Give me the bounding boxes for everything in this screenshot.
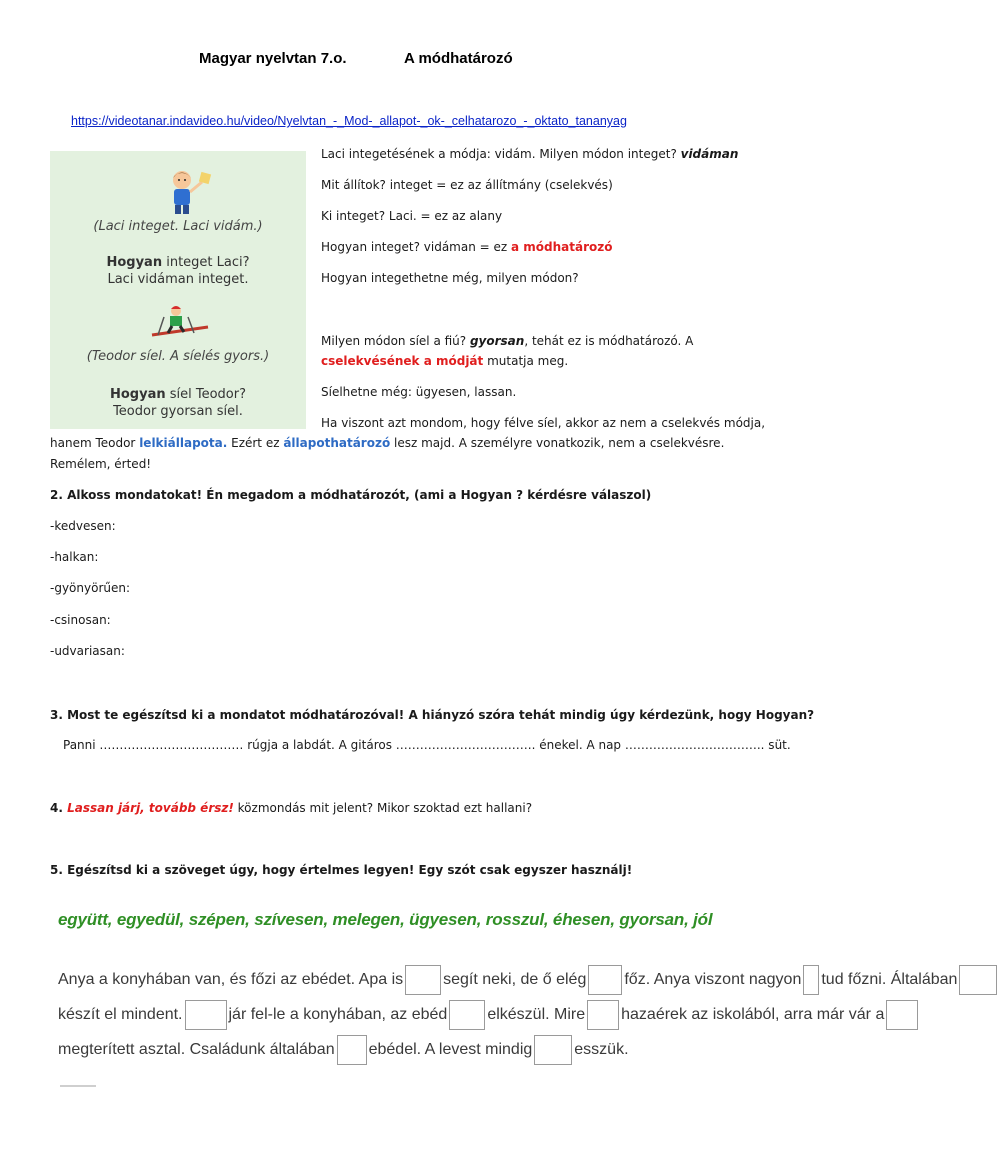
expl-line-8: Síelhetne még: ügyesen, lassan. (321, 385, 517, 399)
expl-4a: Hogyan integet? vidáman = ez (321, 240, 512, 254)
question-laci-rest: integet Laci? (162, 255, 250, 270)
task5-paragraph-line-3 (58, 1035, 629, 1065)
task3-sentence: Panni ……………………………… rúgja a labdát. A gitáros …………………………….. énekel. A nap …………………………….. süt. (63, 738, 791, 752)
blank-box[interactable] (405, 965, 441, 995)
blank-box[interactable] (886, 1000, 918, 1030)
expl-line-6 (321, 333, 693, 349)
task2-title: 2. Alkoss mondatokat! Én megadom a módhatározót, (ami a Hogyan ? kérdésre válaszol) (50, 488, 652, 502)
expl-10d: állapothatározó (283, 436, 391, 450)
expl-line-3: Ki integet? Laci. = ez az alany (321, 209, 503, 223)
para-text: Anya a konyhában van, és főzi az ebédet. Apa is (58, 971, 404, 989)
expl-line-11: Remélem, érted! (50, 457, 152, 471)
expl-line-5: Hogyan integethetne még, milyen módon? (321, 271, 579, 285)
expl-line-1 (321, 146, 738, 162)
answer-laci: Laci vidáman integet. (107, 272, 249, 287)
boy-waving-icon (160, 169, 216, 215)
expl-10b: lelkiállapota. (139, 436, 228, 450)
task5-paragraph-line-2 (58, 1000, 920, 1030)
task4-question: közmondás mit jelent? Mikor szoktad ezt hallani? (233, 801, 533, 815)
expl-7a: cselekvésének a módját (321, 354, 484, 368)
caption-laci: (Laci integet. Laci vidám.) (93, 219, 263, 234)
blank-box[interactable] (534, 1035, 572, 1065)
task4-line (50, 800, 532, 816)
question-teodor-rest: síel Teodor? (165, 387, 247, 402)
expl-line-7 (321, 353, 568, 369)
blank-box[interactable] (959, 965, 997, 995)
divider (60, 1085, 96, 1087)
expl-4b: a módhatározó (511, 240, 613, 254)
task5-paragraph-line-1 (58, 965, 999, 995)
blank-box[interactable] (588, 965, 622, 995)
blank-box[interactable] (449, 1000, 485, 1030)
task2-item: -udvariasan: (50, 644, 125, 658)
answer-teodor: Teodor gyorsan síel. (113, 404, 243, 419)
expl-line-10 (50, 435, 724, 451)
task4-number: 4. (50, 801, 68, 815)
para-text: jár fel-le a konyhában, az ebéd (228, 1006, 448, 1024)
task5-title: 5. Egészítsd ki a szöveget úgy, hogy értelmes legyen! Egy szót csak egyszer használj! (50, 863, 633, 877)
expl-7b: mutatja meg. (483, 354, 569, 368)
illustration-panel (50, 151, 306, 429)
subject-title: Magyar nyelvtan 7.o. (199, 50, 347, 67)
task3-title: 3. Most te egészítsd ki a mondatot módhatározóval! A hiányzó szóra tehát mindig úgy kérdezünk, hogy Hogyan? (50, 708, 815, 722)
para-text: megterített asztal. Családunk általában (58, 1041, 335, 1059)
skier-icon (150, 305, 212, 343)
task2-item: -halkan: (50, 550, 99, 564)
topic-title: A módhatározó (404, 50, 513, 67)
expl-line-9: Ha viszont azt mondom, hogy félve síel, akkor az nem a cselekvés módja, (321, 416, 766, 430)
para-text: ebédel. A levest mindig (368, 1041, 533, 1059)
task5-wordbank: együtt, egyedül, szépen, szívesen, melegen, ügyesen, rosszul, éhesen, gyorsan, jól (58, 910, 713, 929)
expl-6b: gyorsan (469, 334, 525, 348)
task2-item: -csinosan: (50, 613, 111, 627)
para-text: hazaérek az iskolából, arra már vár a (621, 1006, 885, 1024)
task4-proverb: Lassan járj, tovább érsz! (67, 801, 234, 815)
task2-item: -kedvesen: (50, 519, 116, 533)
task2-item: -gyönyörűen: (50, 581, 131, 595)
expl-10e: lesz majd. A személyre vonatkozik, nem a cselekvésre. (390, 436, 725, 450)
expl-10a: hanem Teodor (50, 436, 140, 450)
para-text: esszük. (574, 1041, 629, 1059)
question-teodor (50, 387, 306, 402)
blank-box[interactable] (587, 1000, 619, 1030)
para-text: elkészül. Mire (487, 1006, 586, 1024)
blank-box[interactable] (803, 965, 819, 995)
expl-line-4 (321, 239, 613, 255)
question-laci-bold: Hogyan (106, 255, 163, 270)
expl-10c: Ezért ez (227, 436, 284, 450)
expl-6c: , tehát ez is módhatározó. A (524, 334, 694, 348)
expl-1a: Laci integetésének a módja: vidám. Milyen módon integet? (321, 147, 681, 161)
blank-box[interactable] (185, 1000, 227, 1030)
para-text: tud főzni. Általában (821, 971, 958, 989)
question-laci (50, 255, 306, 270)
para-text: készít el mindent. (58, 1006, 183, 1024)
expl-1b: vidáman (680, 147, 739, 161)
video-link[interactable]: https://videotanar.indavideo.hu/video/Nyelvtan_-_Mod-_allapot-_ok-_celhatarozo_-_oktato_tananyag (71, 114, 627, 128)
para-text: főz. Anya viszont nagyon (624, 971, 802, 989)
caption-teodor: (Teodor síel. A síelés gyors.) (86, 349, 270, 364)
para-text: segít neki, de ő elég (443, 971, 587, 989)
blank-box[interactable] (337, 1035, 367, 1065)
expl-6a: Milyen módon síel a fiú? (321, 334, 470, 348)
question-teodor-bold: Hogyan (109, 387, 166, 402)
expl-line-2: Mit állítok? integet = ez az állítmány (cselekvés) (321, 178, 613, 192)
